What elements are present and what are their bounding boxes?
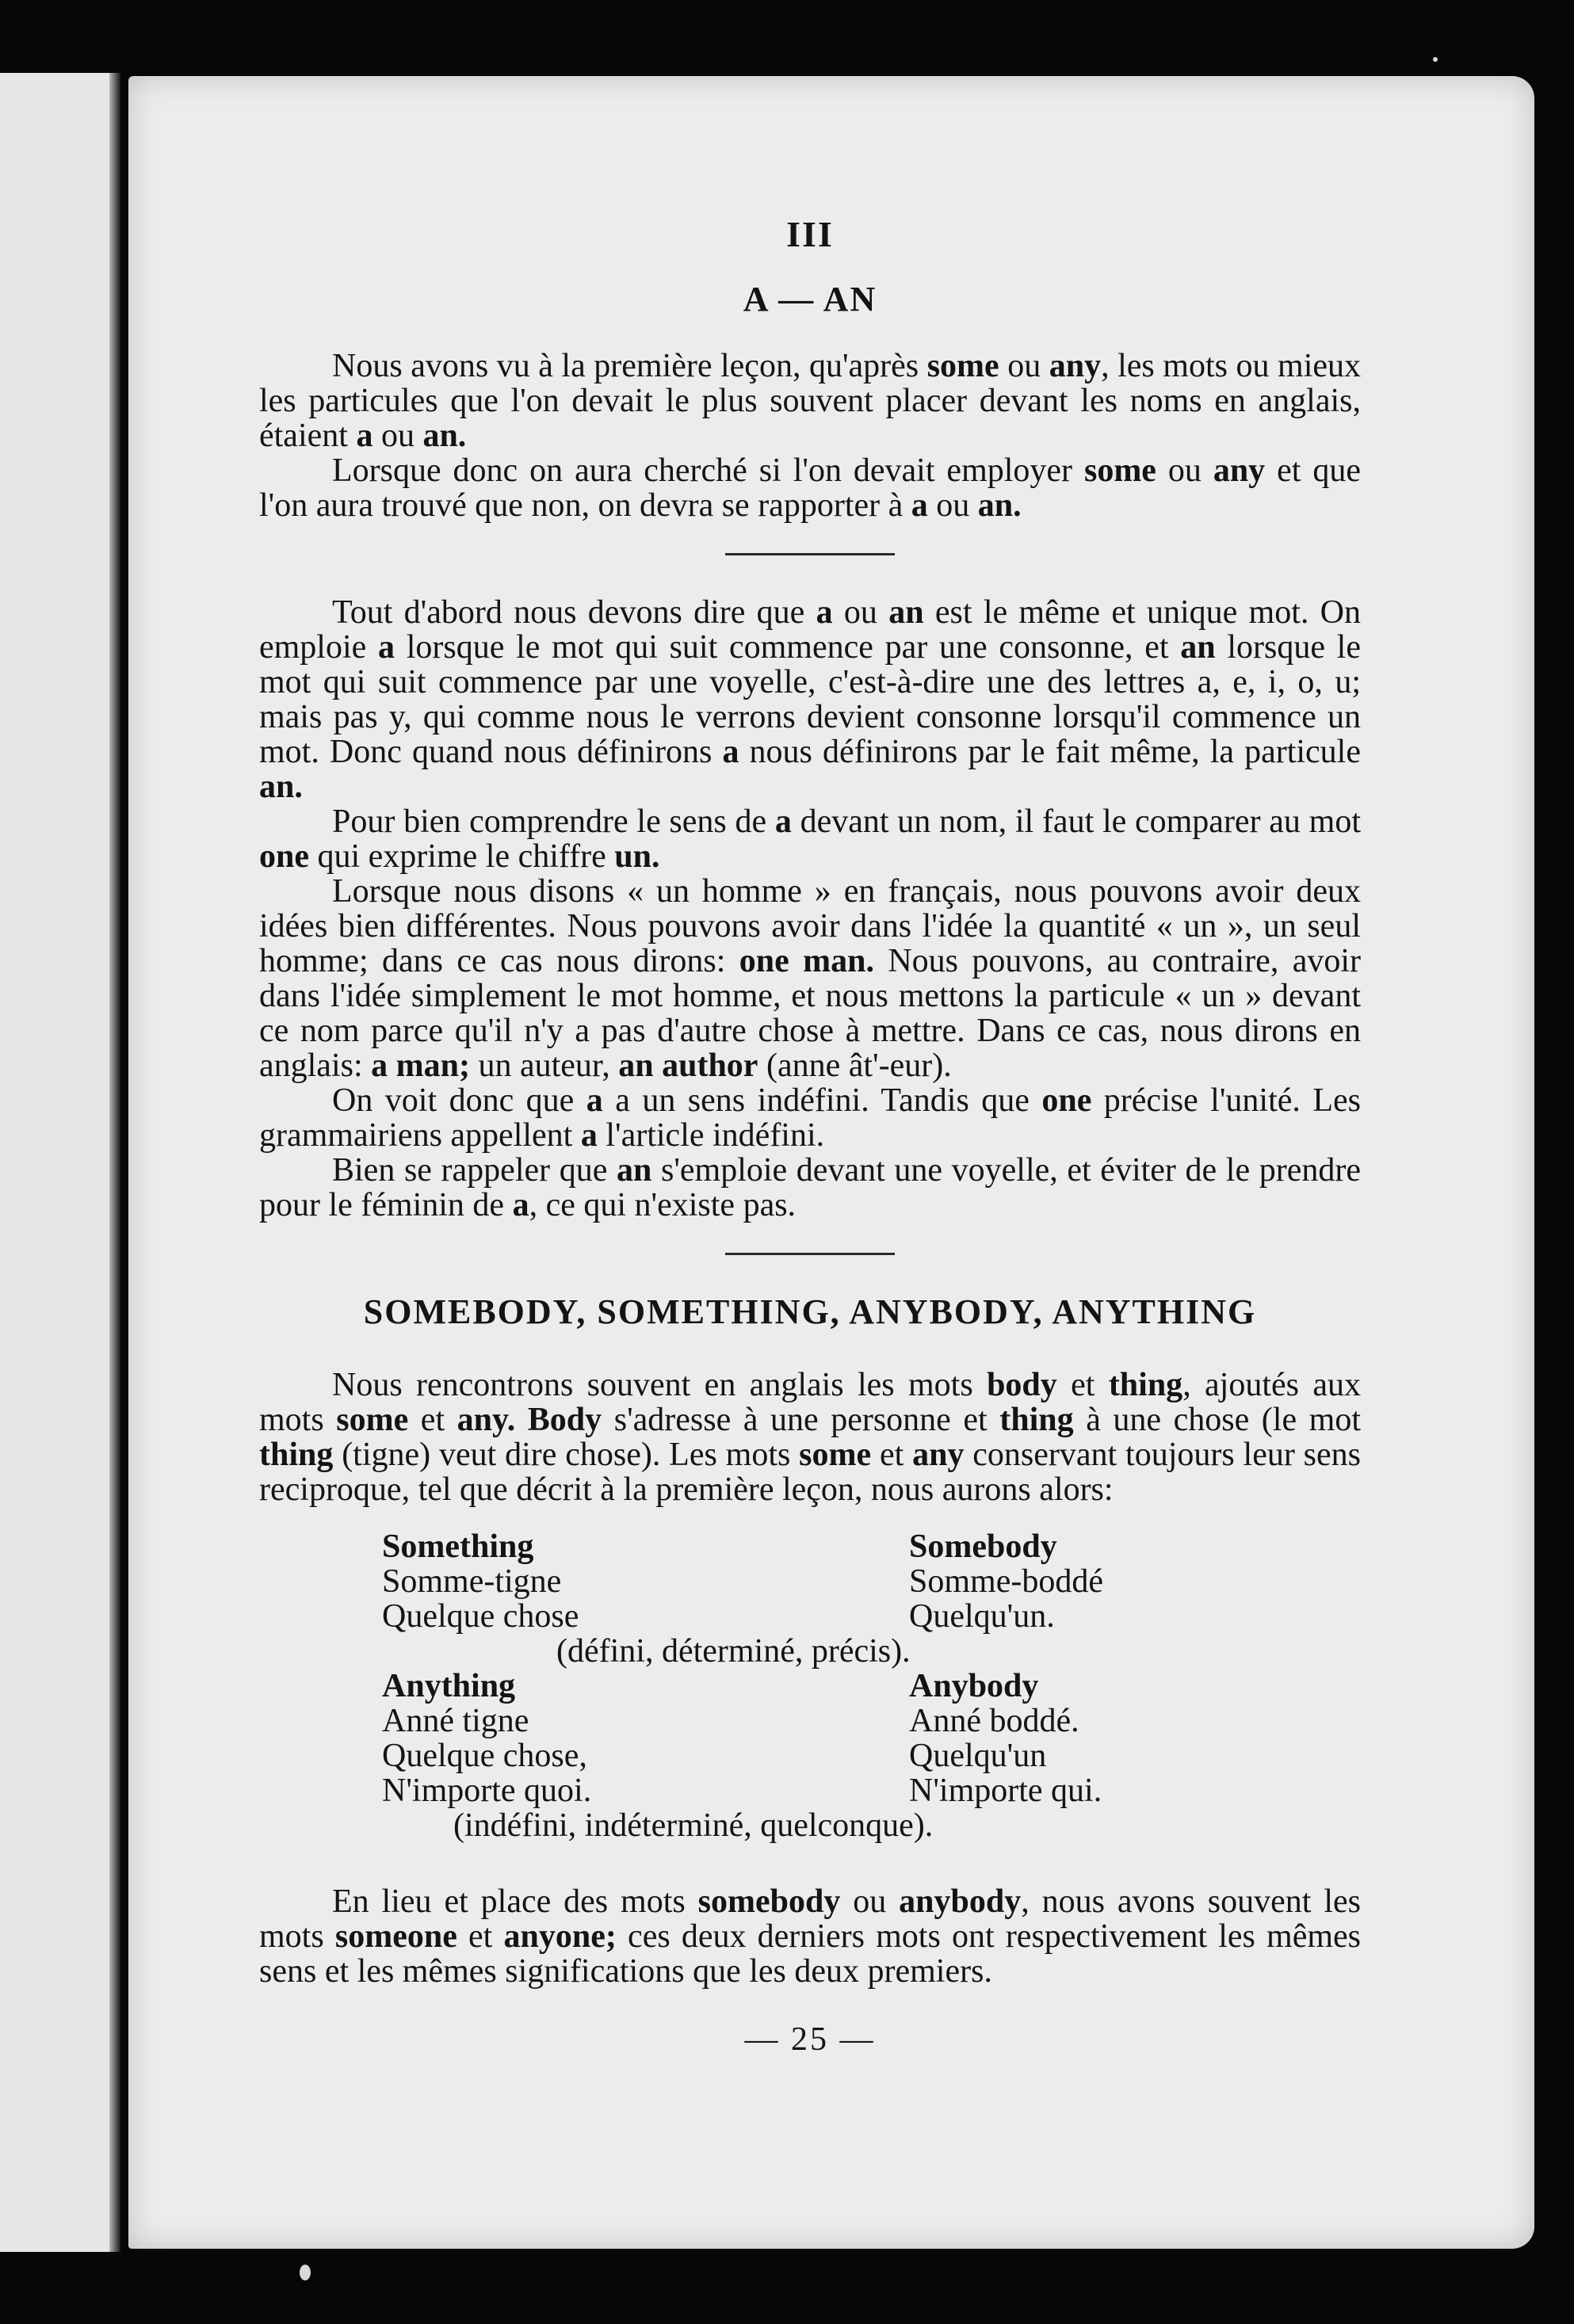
bold-term: a	[911, 487, 928, 524]
term-something: Something	[382, 1528, 534, 1565]
bold-term: a	[580, 1117, 598, 1154]
table-left-top	[382, 1529, 794, 1634]
paragraph	[259, 349, 1361, 453]
paragraph	[259, 1083, 1361, 1153]
bold-term: somebody	[697, 1883, 841, 1920]
text-run: et	[408, 1402, 457, 1438]
text-run: lorsque le mot qui suit commence par une consonne, et	[395, 629, 1181, 666]
section-title-somebody: SOMEBODY, SOMETHING, ANYBODY, ANYTHING	[363, 1292, 1257, 1331]
book-gutter	[109, 73, 120, 2252]
text-run	[515, 1402, 528, 1438]
text-run: ou	[927, 487, 978, 524]
pronunciation: Somme-tigne	[382, 1563, 562, 1600]
translation: N'importe quoi.	[382, 1773, 592, 1809]
section-a-body	[259, 349, 1361, 523]
text-run: et	[871, 1437, 913, 1473]
text-run: On voit donc que	[332, 1082, 586, 1119]
text-run: à une chose (le mot	[1073, 1402, 1361, 1438]
bold-term: a	[586, 1082, 603, 1119]
text-run: et	[1056, 1367, 1109, 1403]
text-run: ou	[999, 348, 1049, 384]
text-run: lorsque le mot qui suit commence par une voyelle, c'est-à-dire une des lettres a, e, i, o, u; mais pas y, qui comme nous le verrons devient consonne lorsqu'il commence un mot. Donc quand nous définirons	[259, 629, 1361, 770]
facing-page-edge	[0, 73, 117, 2252]
bold-term: a	[722, 734, 739, 770]
text-run: ou	[832, 594, 889, 631]
scan-speck	[300, 2265, 311, 2280]
text-run: un auteur,	[469, 1048, 619, 1084]
bold-term: some	[1083, 452, 1156, 489]
bold-term: a	[816, 594, 833, 631]
text-run: et	[457, 1918, 504, 1955]
text-run: (tigne) veut dire chose). Les mots	[333, 1437, 800, 1473]
bold-term: any	[1213, 452, 1266, 489]
text-run: , nous avons souvent les mots	[259, 1883, 1361, 1955]
text-run: Lorsque nous disons « un homme » en français, nous pouvons avoir deux idées bien différentes. Nous pouvons avoir dans l'idée la quantité « un », un seul homme; dans ce cas nous dirons:	[259, 873, 1361, 979]
bold-term: an.	[259, 769, 303, 805]
paragraph	[259, 453, 1361, 523]
text-run: nous définirons par le fait même, la particule	[739, 734, 1361, 770]
bold-term: a	[512, 1187, 529, 1223]
paragraph	[259, 874, 1361, 1083]
text-run: l'article indéfini.	[597, 1117, 825, 1154]
bold-term: thing	[1108, 1367, 1183, 1403]
bold-term: body	[987, 1367, 1057, 1403]
pronunciation: Anné tigne	[382, 1703, 529, 1739]
bold-term: any.	[457, 1402, 516, 1438]
bold-term: someone	[334, 1918, 457, 1955]
text-run: conservant toujours leur sens reciproque, tel que décrit à la première leçon, nous aurons alors:	[259, 1437, 1361, 1508]
bold-term: a	[774, 803, 792, 840]
text-run: Bien se rappeler que	[332, 1152, 617, 1189]
table-right-top	[909, 1529, 1321, 1634]
bold-term: a	[356, 418, 373, 454]
text-run: ou	[372, 418, 423, 454]
text-run: s'adresse à une personne et	[602, 1402, 1000, 1438]
divider-rule	[725, 553, 895, 555]
text-run: s'emploie devant une voyelle, et éviter de le prendre pour le féminin de	[259, 1152, 1361, 1223]
text-run: En lieu et place des mots	[332, 1883, 698, 1920]
text-run: Nous pouvons, au contraire, avoir dans l'idée simplement le mot homme, et nous mettons la particule « un » devant ce nom parce qu'il n'y a pas d'autre chose à mettre. Dans ce cas, nous dirons en anglais:	[259, 943, 1361, 1084]
closing-paragraph	[259, 1884, 1361, 1989]
bold-term: some	[799, 1437, 872, 1473]
paragraph	[259, 1153, 1361, 1223]
table-left-bottom	[382, 1669, 794, 1808]
text-run: Nous rencontrons souvent en anglais les mots	[332, 1367, 988, 1403]
bold-term: one man.	[739, 943, 874, 979]
section-b-body	[259, 595, 1361, 1223]
translation: Quelque chose	[382, 1598, 579, 1635]
bold-term: an	[617, 1152, 652, 1189]
text-run: Pour bien comprendre le sens de	[332, 803, 775, 840]
bold-term: an.	[977, 487, 1022, 524]
table-right-bottom	[909, 1669, 1321, 1808]
text-run: , ce qui n'existe pas.	[529, 1187, 797, 1223]
bold-term: any	[912, 1437, 965, 1473]
page-number: — 25 —	[744, 2021, 876, 2058]
bold-term: an	[888, 594, 924, 631]
text-run: (anne ât'-eur).	[758, 1048, 952, 1084]
note-indefini: (indéfini, indéterminé, quelconque).	[453, 1807, 934, 1844]
bold-term: an.	[422, 418, 467, 454]
term-anybody: Anybody	[909, 1668, 1039, 1704]
paragraph	[259, 804, 1361, 874]
bold-term: some	[926, 348, 999, 384]
bold-term: a man;	[371, 1048, 470, 1084]
term-anything: Anything	[382, 1668, 516, 1704]
bold-term: anybody	[899, 1883, 1022, 1920]
text-run: , ajoutés aux mots	[259, 1367, 1362, 1438]
page-content	[259, 214, 1362, 2058]
bold-term: thing	[259, 1437, 334, 1473]
section-title-a-an: A — AN	[743, 280, 877, 319]
text-run: Lorsque donc on aura cherché si l'on devait employer	[332, 452, 1084, 489]
translation: Quelque chose,	[382, 1738, 587, 1774]
translation: Quelqu'un	[909, 1738, 1047, 1774]
text-run: est le même et unique mot. On emploie	[259, 594, 1362, 666]
note-defini: (défini, déterminé, précis).	[556, 1633, 911, 1670]
divider-rule	[725, 1253, 895, 1255]
translation: N'importe qui.	[909, 1773, 1102, 1809]
bold-term: anyone;	[503, 1918, 617, 1955]
bold-term: thing	[999, 1402, 1074, 1438]
text-run: et que l'on aura trouvé que non, on devra se rapporter à	[259, 452, 1362, 524]
scan-speck	[1433, 57, 1438, 62]
pronunciation: Anné boddé.	[909, 1703, 1079, 1739]
text-run: , les mots ou mieux les particules que l'on devait le plus souvent placer devant les noms en anglais, étaient	[259, 348, 1362, 454]
text-run: précise l'unité. Les grammairiens appellent	[259, 1082, 1361, 1154]
bold-term: some	[336, 1402, 409, 1438]
text-run: qui exprime le chiffre	[309, 838, 615, 875]
term-somebody: Somebody	[909, 1528, 1057, 1565]
text-run: ou	[840, 1883, 900, 1920]
bold-term: an	[1180, 629, 1216, 666]
bold-term: one	[1041, 1082, 1092, 1119]
vocabulary-table	[259, 1529, 1361, 1862]
bold-term: an author	[618, 1048, 758, 1084]
text-run: Nous avons vu à la première leçon, qu'après	[332, 348, 927, 384]
text-run: devant un nom, il faut le comparer au mot	[791, 803, 1361, 840]
section-c-body	[259, 1368, 1361, 1507]
bold-term: Body	[527, 1402, 602, 1438]
paragraph	[259, 595, 1361, 804]
pronunciation: Somme-boddé	[909, 1563, 1103, 1600]
paragraph	[259, 1368, 1361, 1507]
text-run: Tout d'abord nous devons dire que	[332, 594, 816, 631]
bold-term: any	[1049, 348, 1102, 384]
book-page	[128, 76, 1534, 2249]
chapter-numeral: III	[786, 214, 834, 254]
text-run: a un sens indéfini. Tandis que	[602, 1082, 1042, 1119]
bold-term: one	[259, 838, 309, 875]
bold-term: un.	[614, 838, 660, 875]
text-run: ou	[1156, 452, 1213, 489]
translation: Quelqu'un.	[909, 1598, 1055, 1635]
bold-term: a	[378, 629, 395, 666]
text-run: ces deux derniers mots ont respectivement les mêmes sens et les mêmes significations que les deux premiers.	[259, 1918, 1361, 1990]
